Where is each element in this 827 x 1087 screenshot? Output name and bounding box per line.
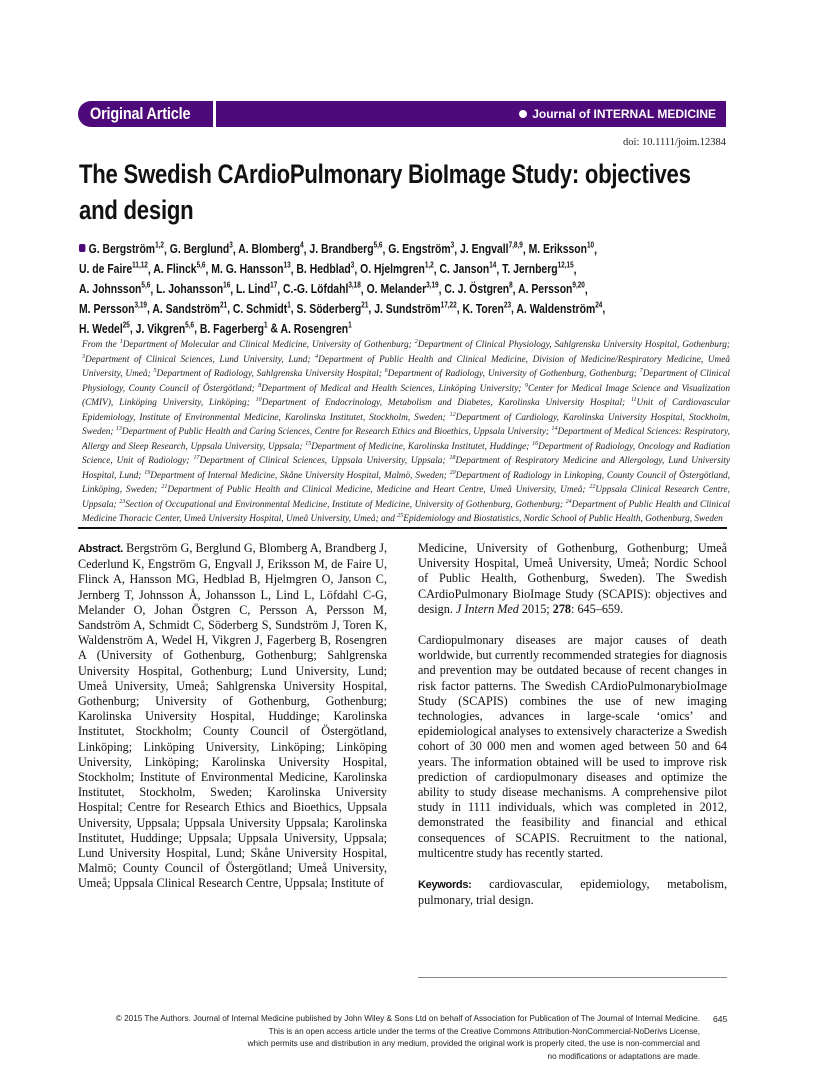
author-name: L. Lind$^{17}$	[236, 280, 278, 296]
author-name: A. Persson$^{9,20}$	[518, 280, 585, 296]
author-name: C. J. Östgren$^8$	[444, 280, 513, 296]
author-line: H. Wedel$^{25}$, J. Vikgren$^{5,6}$, B. Fagerberg$^1$ & A. Rosengren$^1$	[79, 320, 352, 336]
keywords-label: Keywords:	[418, 879, 472, 892]
author-name: G. Engström$^3$	[388, 241, 455, 257]
affiliation-item: Department of Radiology, Oncology and Radiation Science, Unit of Radiology;	[82, 441, 730, 467]
affiliation-item: Department of Public Health and Clinical Medicine Thoracic Center, Umeå University Hospital, Umeå University, Umeå; and	[82, 499, 730, 525]
author-name: O. Hjelmgren$^{1,2}$	[360, 260, 434, 277]
journal-header-bar	[78, 101, 726, 127]
author-name: G. Bergström$^{1,2}$	[88, 241, 164, 257]
affiliation-item: Section of Occupational and Environmental Medicine, Institute of Medicine, University of Gothenburg, Gothenburg;	[125, 499, 566, 510]
author-name: O. Melander$^{3,19}$	[366, 280, 439, 296]
journal-logo-icon	[519, 110, 527, 118]
abstract-column-left	[78, 541, 387, 892]
author-name: S. Söderberg$^{21}$	[296, 300, 369, 316]
affiliation-item: Center for Medical Image Science and Visualization (CMIV), Linköping University, Linköping;	[82, 383, 730, 409]
author-bullet-icon	[79, 244, 85, 252]
author-name: A. Rosengren$^1$	[280, 320, 352, 336]
section-divider	[78, 527, 727, 529]
author-line: U. de Faire$^{11,12}$, A. Flinck$^{5,6}$, M. G. Hansson$^{13}$, B. Hedblad$^3$, O. Hjelmgren$^{1,2}$, C. Janson$^{14}$, T. Jernberg$^{12,15}$,	[79, 260, 577, 277]
affiliation-item: Department of Medical and Health Sciences, Linköping University;	[261, 383, 526, 394]
author-name: M. G. Hansson$^{13}$	[211, 260, 291, 277]
license-footer: © 2015 The Authors. Journal of Internal Medicine published by John Wiley & Sons Ltd on behalf of Association for Publication of The Journal of Internal Medicine. This is an open access article under the terms of the Creative Commons Attribution-NonCommercial-NoDerivs License, which permits use and distribution in any medium, provided the original work is properly cited, the use is non-commercial and no modifications or adaptations are made.	[115, 1014, 700, 1062]
author-line: G. Bergström$^{1,2}$, G. Berglund$^3$, A. Blomberg$^4$, J. Brandberg$^{5,6}$, G. Engström$^3$, J. Engvall$^{7,8,9}$, M. Eriksson$^{10}$,	[79, 238, 607, 258]
author-name: B. Fagerberg$^1$	[199, 320, 268, 336]
affiliation-item: Department of Radiology in Linkoping, County Council of Östergötland, Linköping, Sweden;	[82, 470, 730, 496]
article-title: The Swedish CArdioPulmonary BioImage Study: objectives and design	[79, 159, 691, 225]
affiliation-item: Epidemiology and Biostatistics, Nordic School of Public Health, Gothenburg, Sweden	[403, 514, 723, 525]
affiliation-item: Department of Medical Sciences: Respiratory, Allergy and Sleep Research, Uppsala University, Uppsala;	[82, 427, 730, 452]
author-name: J. Brandberg$^{5,6}$	[309, 241, 383, 257]
affiliation-item: Uppsala Clinical Research Centre, Uppsala;	[82, 485, 730, 510]
section-label: Original Article	[78, 101, 213, 127]
author-name: C.-G. Löfdahl$^{3,18}$	[283, 280, 361, 296]
volume: 278	[552, 601, 572, 616]
affiliation-item: Department of Clinical Sciences, Uppsala University, Uppsala;	[199, 456, 450, 467]
affiliation-item: Department of Respiratory Medicine and Allergology, Lund University Hospital, Lund;	[82, 456, 730, 481]
affiliation-item: Department of Medicine, Karolinska Institutet, Huddinge;	[311, 441, 533, 452]
author-name: T. Jernberg$^{12,15}$	[502, 260, 574, 277]
author-name: H. Wedel$^{25}$	[79, 320, 130, 336]
abstract-citation: Abstract. Bergström G, Berglund G, Blomberg A, Brandberg J, Cederlund K, Engström G, Engvall J, Eriksson M, de Faire U, Flinck A, Hansson MG, Hedblad B, Hjelmgren O, Janson C, Jernberg T, Johnsson Å, Johansson L, Lind L, Löfdahl C-G, Melander O, Johan Östgren C, Persson A, Persson M, Sandström A, Schmidt C, Söderberg S, Sundström J, Toren K, Waldenström A, Wedel H, Vikgren J, Fagerberg B, Rosengren A (University of Gothenburg, Gothenburg; Sahlgrenska University Hospital, Gothenburg; Lund University, Lund; Umeå University, Umeå; Sahlgrenska University Hospital, Gothenburg; University of Gothenburg, Gothenburg; Karolinska University Hospital, Huddinge; Karolinska Institutet, Stockholm; County Council of Östergötland, Linköping; Linköping University, Linköping; Linköping University, Linköping; Karolinska University Hospital, Stockholm; Institute of Environmental Medicine, Karolinska Institutet, Stockholm, Sweden; Karolinska University Hospital; Centre for Research Ethics and Bioethics, Uppsala University, Uppsala; Uppsala University Uppsala; Karolinska Institutet, Huddinge; Uppsala; Uppsala University, Uppsala; Lund University Hospital, Lund; Skåne University Hospital, Malmö; County Council of Östergötland; Umeå University, Umeå; Uppsala Clinical Research Centre, Uppsala; Institute of	[78, 541, 387, 891]
author-name: U. de Faire$^{11,12}$	[79, 260, 148, 277]
abstract-end-rule	[418, 977, 727, 978]
author-name: C. Janson$^{14}$	[439, 260, 497, 277]
author-name: M. Persson$^{3,19}$	[79, 300, 147, 316]
author-name: A. Blomberg$^4$	[238, 241, 304, 257]
abstract-citation-continued: Medicine, University of Gothenburg, Gothenburg; Umeå University Hospital, Umeå University, Umeå; Nordic School of Public Health, Gothenburg, Sweden). The Swedish CArdioPulmonary BioImage Study (SCAPIS): objectives and design. J Intern Med 2015; 278: 645–659.	[418, 541, 727, 616]
author-name: B. Hedblad$^3$	[296, 260, 355, 277]
affiliation-item: Department of Molecular and Clinical Medicine, University of Gothenburg;	[122, 340, 415, 351]
author-line: A. Johnsson$^{5,6}$, L. Johansson$^{16}$, L. Lind$^{17}$, C.-G. Löfdahl$^{3,18}$, O. Melander$^{3,19}$, C. J. Östgren$^8$, A. Persson$^{9,20}$,	[79, 280, 588, 296]
author-list	[79, 238, 739, 337]
author-name: G. Berglund$^3$	[169, 241, 233, 257]
affiliation-item: Department of Public Health and Clinical Medicine, Medicine and Heart Centre, Umeå University, Umeå;	[167, 485, 590, 496]
author-line: M. Persson$^{3,19}$, A. Sandström$^{21}$, C. Schmidt$^1$, S. Söderberg$^{21}$, J. Sundström$^{17,22}$, K. Toren$^{23}$, A. Waldenström$^{24}$,	[79, 300, 606, 316]
abstract-label: Abstract.	[78, 543, 123, 555]
abstract-body: Cardiopulmonary diseases are major causes of death worldwide, but currently recommended strategies for diagnosis and prevention may be outdated because of recent changes in risk factor patterns. The Swedish CArdioPulmonarybioImage Study (SCAPIS) combines the use of new imaging technologies, advances in large-scale ‘omics’ and epidemiological analyses to extensively characterize a Swedish cohort of 30 000 men and women aged between 50 and 64 years. The information obtained will be used to improve risk prediction of cardiopulmonary diseases and optimize the ability to study disease mechanisms. A comprehensive pilot study in 1111 individuals, which was completed in 2012, demonstrated the feasibility and financial and ethical consequences of SCAPIS. Recruitment to the national, multicentre study has recently started.	[418, 633, 727, 860]
affiliation-item: Department of Clinical Physiology, Sahlgrenska University Hospital, Gothenburg;	[417, 340, 730, 351]
author-name: J. Engvall$^{7,8,9}$	[460, 241, 523, 257]
author-name: A. Waldenström$^{24}$	[516, 300, 603, 316]
affiliation-item: Department of Radiology, University of Gothenburg, Gothenburg;	[387, 369, 640, 380]
author-name: J. Vikgren$^{5,6}$	[135, 320, 195, 336]
author-name: M. Eriksson$^{10}$	[528, 241, 595, 257]
author-name: A. Johnsson$^{5,6}$	[79, 280, 151, 296]
abstract-column-right	[418, 541, 727, 908]
doi-link[interactable]: doi: 10.1111/joim.12384	[623, 137, 726, 148]
affiliation-item: Department of Endocrinology, Metabolism and Diabetes, Karolinska University Hospital;	[261, 398, 631, 409]
author-name: K. Toren$^{23}$	[462, 300, 512, 316]
affiliation-item: Department of Internal Medicine, Skåne University Hospital, Malmö, Sweden;	[150, 470, 450, 481]
affiliation-item: Department of Radiology, Sahlgrenska University Hospital;	[156, 369, 385, 380]
author-name: L. Johansson$^{16}$	[156, 280, 231, 296]
keywords: Keywords: cardiovascular, epidemiology, metabolism, pulmonary, trial design.	[418, 877, 727, 908]
affiliation-item: Department of Clinical Sciences, Lund University, Lund;	[85, 354, 316, 365]
header-band	[216, 101, 726, 127]
affiliation-item: Department of Cardiology, Karolinska University Hospital, Stockholm, Sweden;	[82, 412, 730, 438]
journal-name: Journal of INTERNAL MEDICINE	[519, 101, 716, 127]
author-name: C. Schmidt$^1$	[232, 300, 291, 316]
author-name: A. Sandström$^{21}$	[152, 300, 228, 316]
affiliation-item: Department of Public Health and Clinical Medicine, Division of Medicine/Respiratory Medicine, Umeå University, Umeå;	[82, 354, 730, 380]
author-name: A. Flinck$^{5,6}$	[153, 260, 206, 277]
author-name: J. Sundström$^{17,22}$	[374, 300, 457, 316]
affiliation-item: Department of Clinical Physiology, County Council of Östergötland;	[82, 369, 730, 394]
affiliation-item: Department of Public Health and Caring Sciences, Centre for Research Ethics and Bioethics, Uppsala University;	[121, 427, 552, 438]
affiliation-item: Unit of Cardiovascular Epidemiology, Institute of Environmental Medicine, Karolinska Institutet, Stockholm, Sweden;	[82, 398, 731, 423]
journal-abbrev: J Intern Med	[455, 601, 519, 616]
affiliations: From the $^1$Department of Molecular and Clinical Medicine, University of Gothenburg; $^2$Department of Clinical Physiology, Sahlgrenska University Hospital, Gothenburg; $^3$Department of Clinical Sciences, Lund University, Lund; $^4$Department of Public Health and Clinical Medicine, Division of Medicine/Respiratory Medicine, Umeå University, Umeå; $^5$Department of Radiology, Sahlgrenska University Hospital; $^6$Department of Radiology, University of Gothenburg, Gothenburg; $^7$Department of Clinical Physiology, County Council of Östergötland; $^8$Department of Medical and Health Sciences, Linköping University; $^9$Center for Medical Image Science and Visualization (CMIV), Linköping University, Linköping; $^{10}$Department of Endocrinology, Metabolism and Diabetes, Karolinska University Hospital; $^{11}$Unit of Cardiovascular Epidemiology, Institute of Environmental Medicine, Karolinska Institutet, Stockholm, Sweden; $^{12}$Department of Cardiology, Karolinska University Hospital, Stockholm, Sweden; $^{13}$Department of Public Health and Caring Sciences, Centre for Research Ethics and Bioethics, Uppsala University; $^{14}$Department of Medical Sciences: Respiratory, Allergy and Sleep Research, Uppsala University, Uppsala; $^{15}$Department of Medicine, Karolinska Institutet, Huddinge; $^{16}$Department of Radiology, Oncology and Radiation Science, Unit of Radiology; $^{17}$Department of Clinical Sciences, Uppsala University, Uppsala; $^{18}$Department of Respiratory Medicine and Allergology, Lund University Hospital, Lund; $^{19}$Department of Internal Medicine, Skåne University Hospital, Malmö, Sweden; $^{20}$Department of Radiology in Linkoping, County Council of Östergötland, Linköping, Sweden; $^{21}$Department of Public Health and Clinical Medicine, Medicine and Heart Centre, Umeå University, Umeå; $^{22}$Uppsala Clinical Research Centre, Uppsala; $^{23}$Section of Occupational and Environmental Medicine, Institute of Medicine, University of Gothenburg, Gothenburg; $^{24}$Department of Public Health and Clinical Medicine Thoracic Center, Umeå University Hospital, Umeå University, Umeå; and $^{25}$Epidemiology and Biostatistics, Nordic School of Public Health, Gothenburg, Sweden	[82, 339, 731, 525]
page-number: 645	[713, 1014, 728, 1024]
